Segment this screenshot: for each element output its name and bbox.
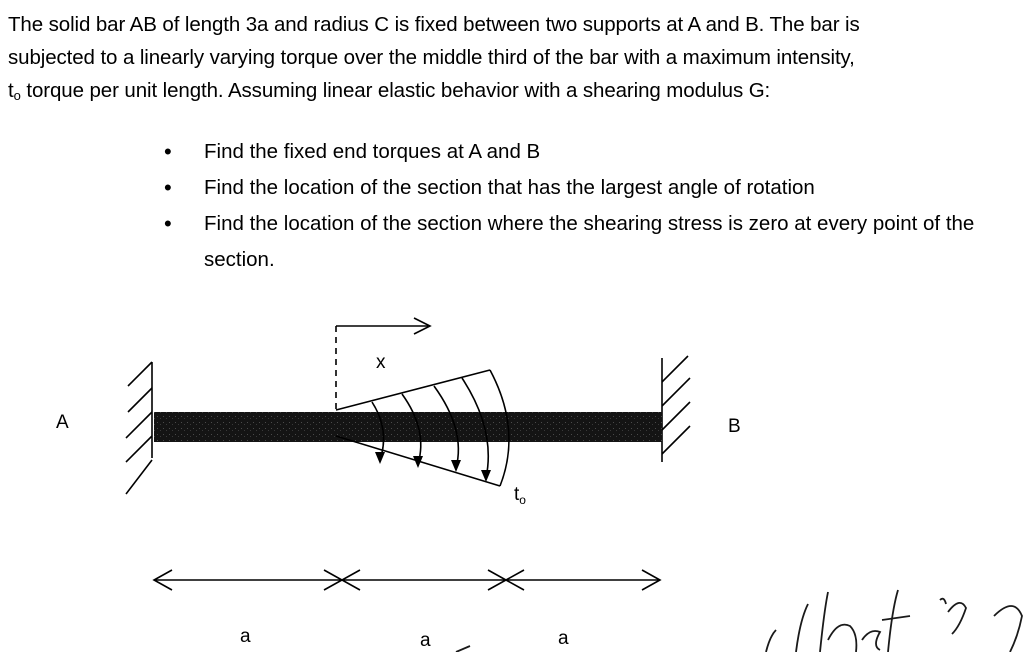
- handwritten-scribble: [456, 300, 1022, 652]
- problem-statement: [8, 8, 1018, 112]
- x-label: x: [376, 352, 386, 373]
- torque-bar-diagram: [0, 300, 1024, 652]
- task-item: • Find the location of the section that has the largest angle of rotation: [160, 170, 1020, 206]
- support-a-hatching: [126, 362, 152, 494]
- dimension-arrows: [154, 570, 660, 590]
- task-item: • Find the location of the section where the shearing stress is zero at every point of the section.: [160, 206, 1020, 278]
- support-b-label: B: [728, 416, 741, 437]
- dimension-label-middle: a: [420, 630, 431, 651]
- solid-bar: [154, 412, 662, 442]
- task-list: [160, 134, 1020, 278]
- problem-line-3: [8, 74, 1018, 112]
- dimension-label-right: a: [558, 628, 569, 649]
- torque-symbol: t: [8, 79, 14, 102]
- torque-subscript: o: [13, 88, 21, 103]
- problem-line-2: subjected to a linearly varying torque over the middle third of the bar with a maximum intensity,: [8, 46, 855, 69]
- torque-intensity-label: $t_o$: [514, 484, 526, 507]
- problem-line-1: The solid bar AB of length 3a and radius C is fixed between two supports at A and B. The bar is: [8, 13, 860, 36]
- support-b-hatching: [662, 356, 690, 462]
- problem-line-3-text: torque per unit length. Assuming linear elastic behavior with a shearing modulus G:: [20, 79, 771, 102]
- task-item: • Find the fixed end torques at A and B: [160, 134, 1020, 170]
- support-a-label: A: [56, 412, 69, 433]
- dimension-label-left: a: [240, 626, 251, 647]
